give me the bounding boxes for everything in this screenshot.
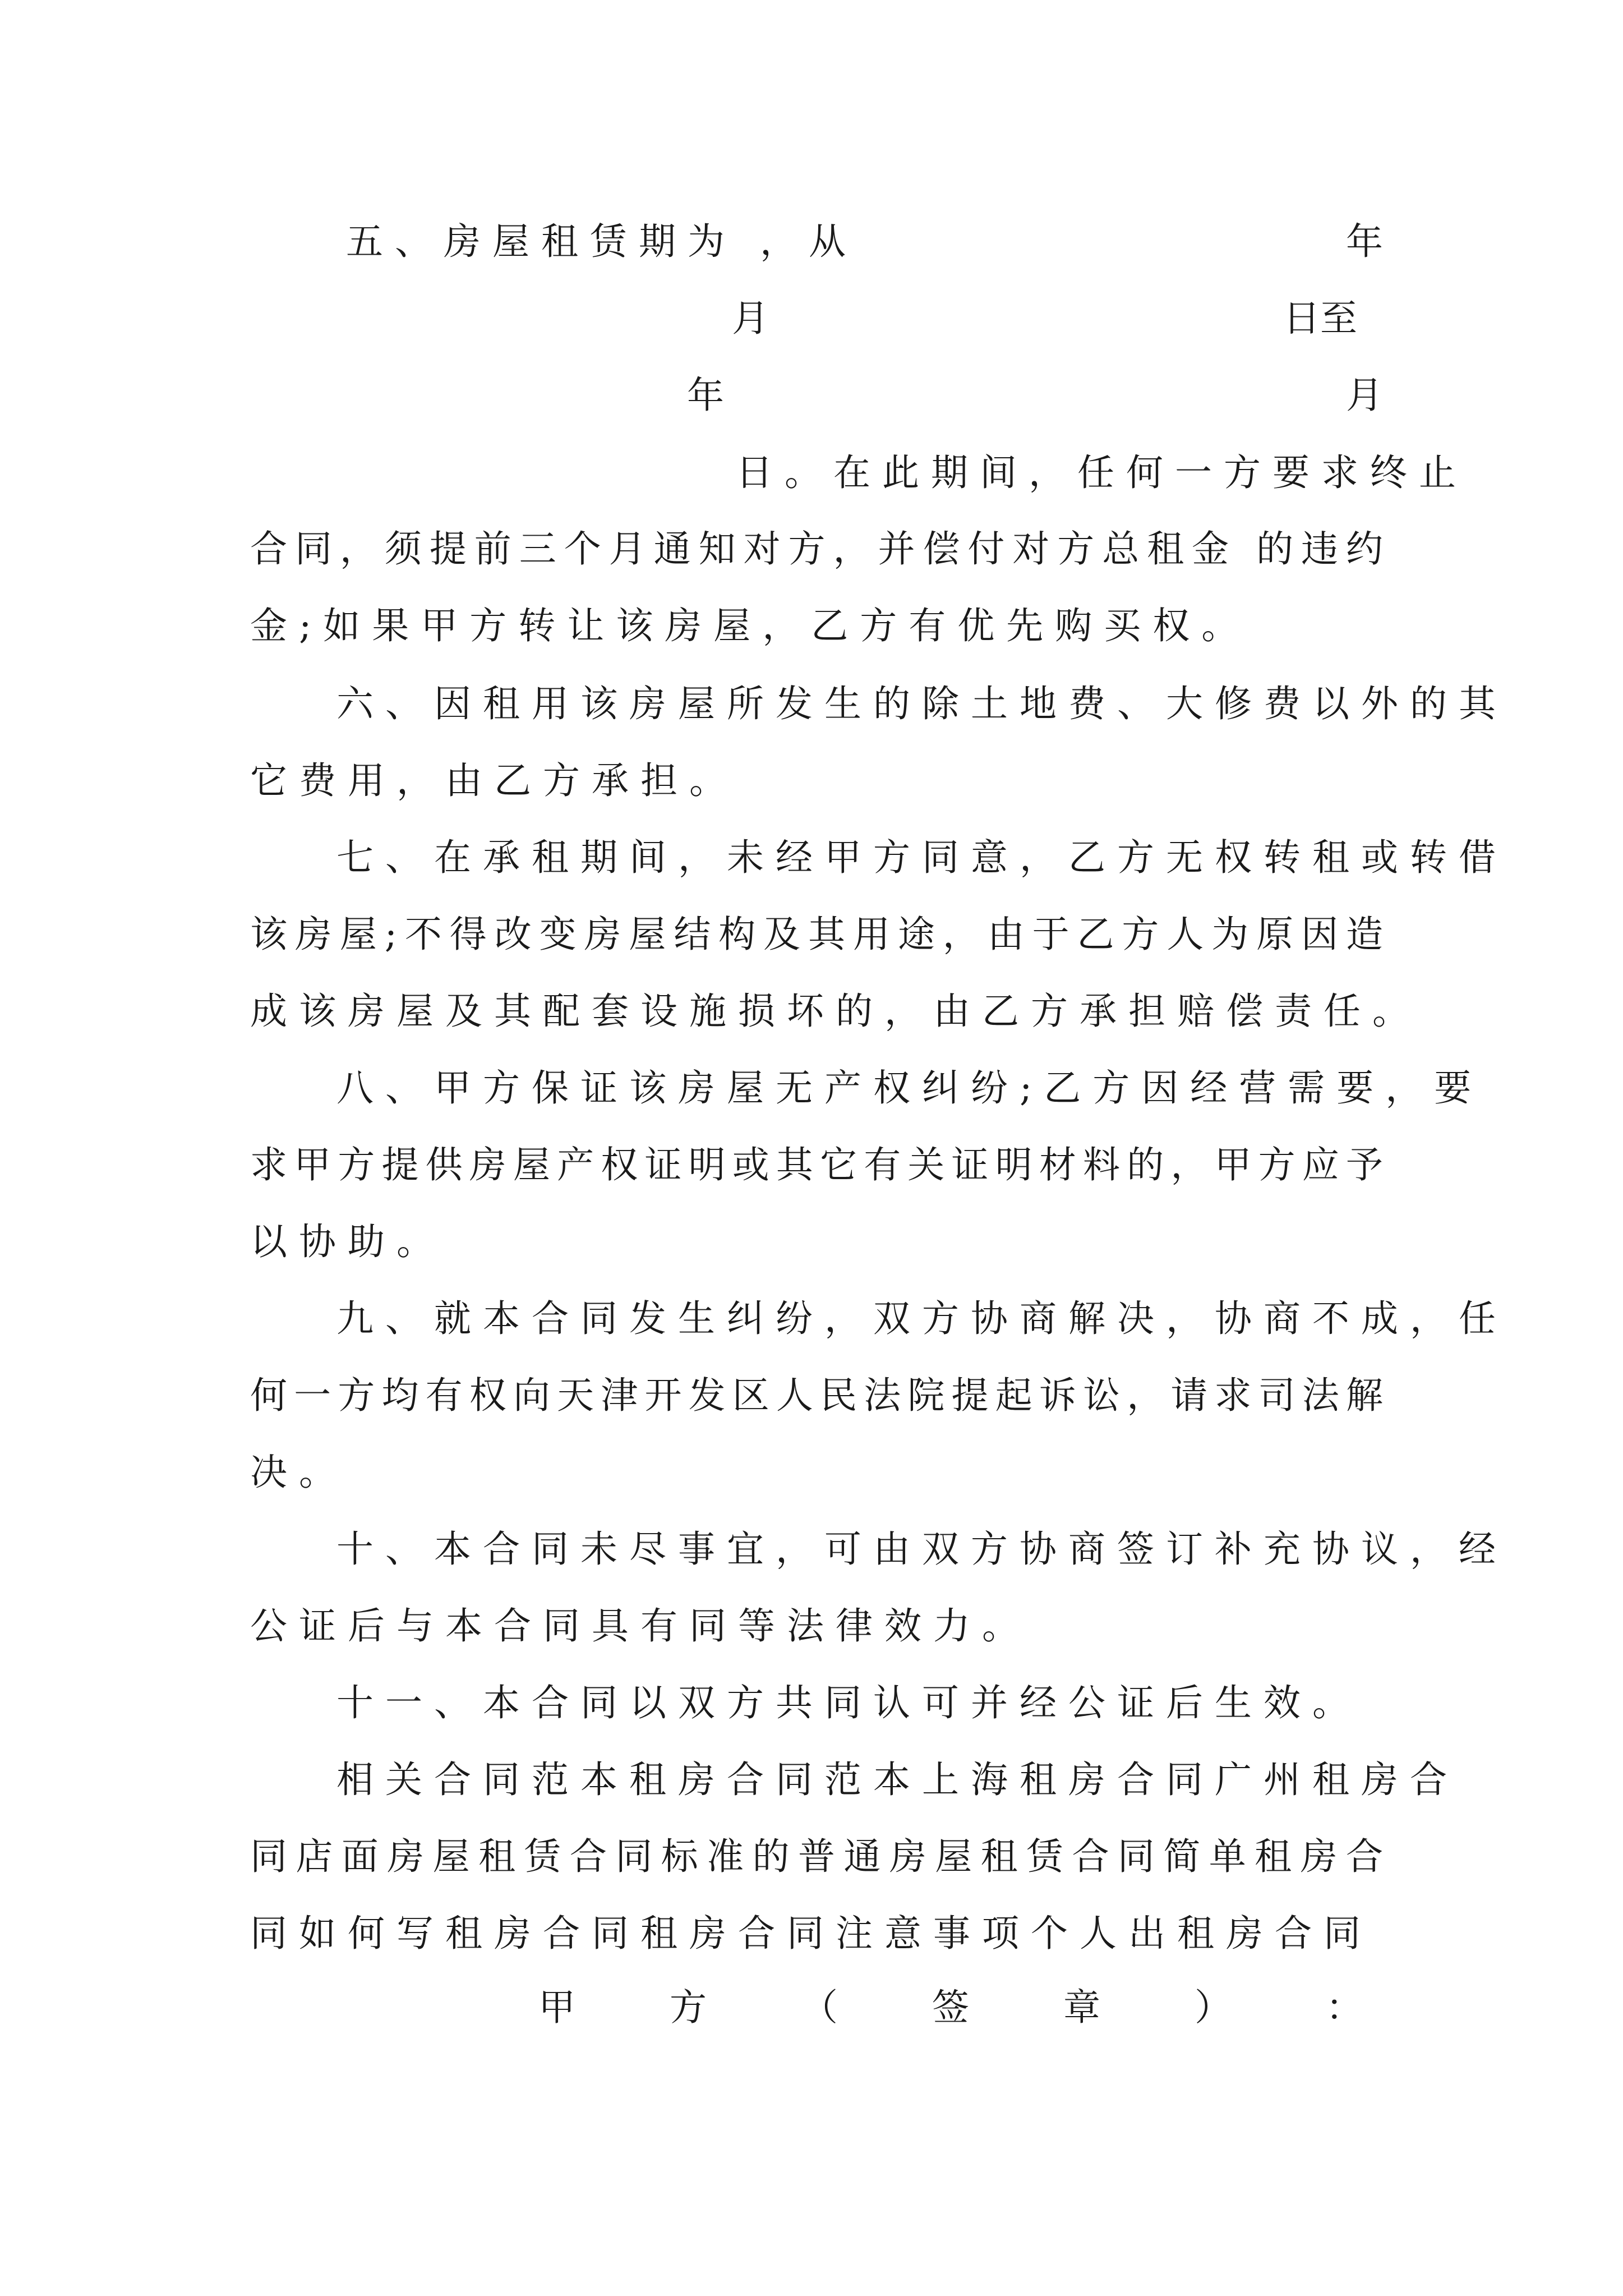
related-line3: 同如何写租房合同租房合同注意事项个人出租房合同: [250, 1912, 1372, 1955]
related-line1: 相关合同范本租房合同范本上海租房合同广州租房合: [336, 1758, 1459, 1801]
clause5-line1-year: 年: [1346, 220, 1383, 263]
clause10-line2: 公证后与本合同具有同等法律效力。: [250, 1604, 1031, 1648]
clause11-line1: 十一、本合同以双方共同认可并经公证后生效。: [336, 1681, 1361, 1724]
clause9-line2: 何一方均有权向天津开发区人民法院提起诉讼，请求司法解: [250, 1374, 1383, 1417]
clause7-line2: 该房屋;不得改变房屋结构及其用途，由于乙方人为原因造: [250, 913, 1383, 956]
clause5-line6: 金;如果甲方转让该房屋，乙方有优先购买权。: [250, 604, 1251, 647]
clause9-line3: 决。: [250, 1451, 348, 1494]
party-a-signature-line: [538, 1986, 1363, 2029]
signature-char: （: [801, 1986, 838, 2029]
clause5-line2-day-to: 日至: [1283, 297, 1357, 340]
clause8-line2: 求甲方提供房屋产权证明或其它有关证明材料的，甲方应予: [250, 1143, 1383, 1186]
clause5-line3-year: 年: [687, 374, 724, 417]
signature-char: ：: [1326, 1986, 1363, 2029]
signature-char: 方: [670, 1986, 707, 2029]
signature-char: 章: [1063, 1986, 1100, 2029]
clause9-line1: 九、就本合同发生纠纷，双方协商解决，协商不成，任: [336, 1297, 1507, 1340]
clause5-line3-month: 月: [1346, 374, 1383, 417]
signature-char: ）: [1195, 1986, 1232, 2029]
clause6-line1: 六、因租用该房屋所发生的除土地费、大修费以外的其: [336, 682, 1507, 725]
clause5-line4: 日。在此期间，任何一方要求终止: [736, 451, 1468, 494]
clause5-line1-prefix: 五、房屋租赁期为 ，从: [346, 220, 857, 263]
related-line2: 同店面房屋租赁合同标准的普通房屋租赁合同简单租房合: [250, 1835, 1383, 1878]
clause6-line2: 它费用，由乙方承担。: [250, 759, 738, 802]
clause7-line3: 成该房屋及其配套设施损坏的，由乙方承担赔偿责任。: [250, 990, 1421, 1033]
clause7-line1: 七、在承租期间，未经甲方同意，乙方无权转租或转借: [336, 836, 1507, 879]
signature-char: 签: [932, 1986, 969, 2029]
clause8-line1: 八、甲方保证该房屋无产权纠纷;乙方因经营需要，要: [336, 1066, 1483, 1110]
clause5-line5: 合同，须提前三个月通知对方，并偿付对方总租金 的违约: [250, 527, 1383, 570]
signature-char: 甲: [538, 1986, 575, 2029]
clause8-line3: 以协助。: [250, 1220, 445, 1263]
clause10-line1: 十、本合同未尽事宜，可由双方协商签订补充协议，经: [336, 1527, 1507, 1571]
clause5-line2-month: 月: [732, 297, 769, 340]
